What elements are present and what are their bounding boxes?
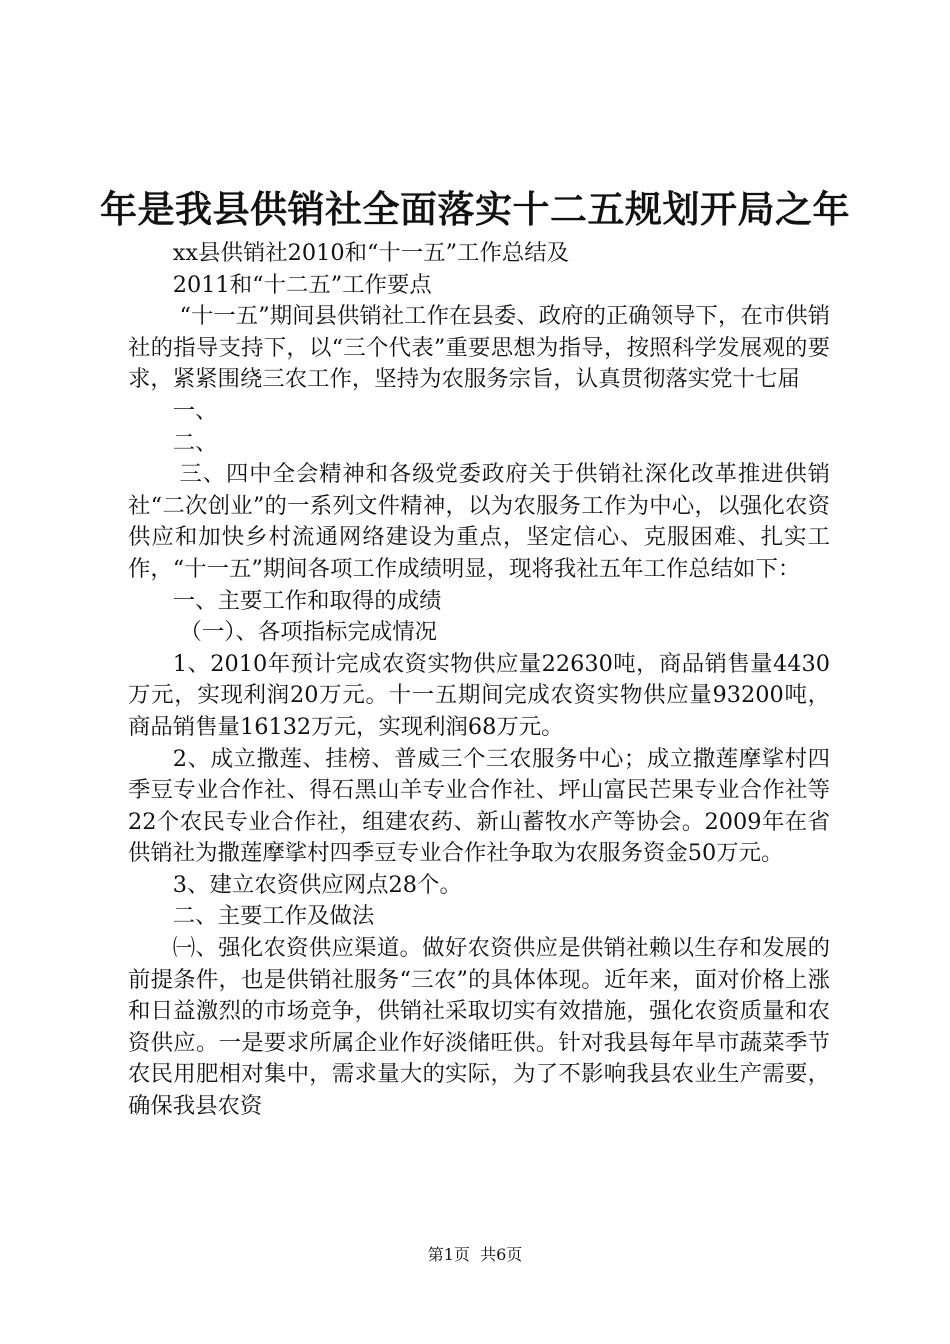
subsection-heading-1: （一）、各项指标完成情况: [179, 619, 438, 646]
subtitle-line-2: 2011和“十二五”工作要点: [172, 271, 432, 298]
paragraph-indicator-1: 1、2010年预计完成农资实物供应量22630吨，商品销售量4430万元，实现利润20万元。十一五期间完成农资实物供应量93200吨，商品销售量16132万元，实现利润68万元。: [128, 650, 830, 740]
paragraph-indicator-3: 3、建立农资供应网点28个。: [172, 871, 462, 898]
subtitle-line-1: xx县供销社2010和“十一五”工作总结及: [172, 240, 570, 266]
paragraph-indicator-2: 2、成立撒莲、挂榜、普威三个三农服务中心；成立撒莲摩挲村四季豆专业合作社、得石黑山羊专业合作社、坪山富民芒果专业合作社等22个农民专业合作社，组建农药、新山蓄牧水产等协会。2009年在省供销社为撒莲摩挲村四季豆专业合作社争取为农服务资金50万元。: [128, 745, 830, 867]
paragraph-practice-1: ㈠、强化农资供应渠道。做好农资供应是供销社赖以生存和发展的前提条件，也是供销社服务“三农”的具体体现。近年来，面对价格上涨和日益激烈的市场竞争，供销社采取切实有效措施，强化农资质量和农资供应。一是要求所属企业作好淡储旺供。针对我县每年旱市蔬菜季节农民用肥相对集中，需求量大的实际，为了不影响我县农业生产需要，确保我县农资: [128, 935, 830, 1120]
document-title: 年是我县供销社全面落实十二五规划开局之年: [100, 188, 850, 231]
section-heading-1: 一、主要工作和取得的成绩: [172, 587, 442, 614]
paragraph-intro: “十一五”期间县供销社工作在县委、政府的正确领导下，在市供销社的指导支持下，以“三个代表”重要思想为指导，按照科学发展观的要求，紧紧围绕三农工作，坚持为农服务宗旨，认真贯彻落实党十七届: [128, 303, 830, 393]
section-heading-2: 二、主要工作及做法: [172, 903, 375, 930]
paragraph-item-2: 二、: [172, 429, 218, 456]
paragraph-item-1: 一、: [172, 397, 218, 424]
document-body: [128, 238, 830, 1123]
page-number-footer: 第1页 共6页: [427, 1245, 523, 1264]
paragraph-item-3: 三、四中全会精神和各级党委政府关于供销社深化改革推进供销社“二次创业”的一系列文件精神，以为农服务工作为中心，以强化农资供应和加快乡村流通网络建设为重点，坚定信心、克服困难、扎实工作，“十一五”期间各项工作成绩明显，现将我社五年工作总结如下：: [128, 461, 830, 582]
